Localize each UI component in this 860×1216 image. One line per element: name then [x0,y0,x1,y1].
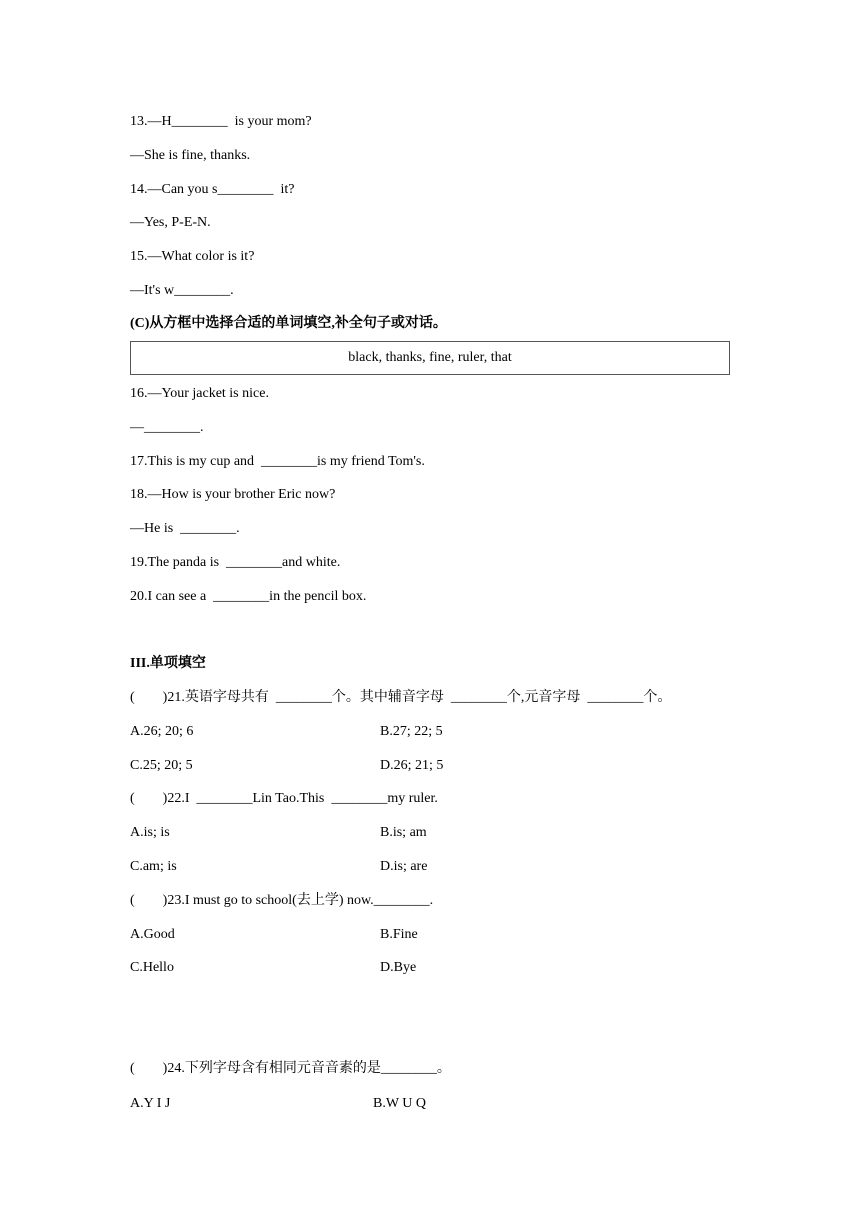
question-15-line: 15.—What color is it? [130,249,255,264]
question-14-line: 14.—Can you s________ it? [130,182,295,197]
question-18-answer-line: —He is ________. [130,521,240,536]
question-21-stem: ( )21.英语字母共有 ________个。其中辅音字母 ________个,元音字母 ________个。 [130,690,672,705]
question-20-line: 20.I can see a ________in the pencil box. [130,589,367,604]
question-21-option-d: D.26; 21; 5 [380,758,444,773]
question-24-option-b: B.W U Q [373,1096,427,1111]
question-14-answer-line: —Yes, P-E-N. [130,215,211,230]
question-24-stem: ( )24.下列字母含有相同元音音素的是________。 [130,1061,451,1076]
section-c-heading: (C)从方框中选择合适的单词填空,补全句子或对话。 [130,316,447,331]
question-24-option-a: A.Y I J [130,1096,171,1111]
question-19-line: 19.The panda is ________and white. [130,555,341,570]
question-23-option-d: D.Bye [380,960,417,975]
section-iii-heading: III.单项填空 [130,656,206,671]
question-23-option-c: C.Hello [130,960,174,975]
question-21-option-b: B.27; 22; 5 [380,724,443,739]
question-22-option-b: B.is; am [380,825,427,840]
question-22-option-c: C.am; is [130,859,177,874]
question-13-answer-line: —She is fine, thanks. [130,148,251,163]
question-23-option-a: A.Good [130,927,175,942]
question-16-answer-line: —________. [130,420,204,435]
word-box-text: black, thanks, fine, ruler, that [348,350,512,365]
question-16-line: 16.—Your jacket is nice. [130,386,269,401]
question-23-option-b: B.Fine [380,927,418,942]
question-17-line: 17.This is my cup and ________is my friend Tom's. [130,454,425,469]
word-box [130,341,730,375]
question-15-answer-line: —It's w________. [130,283,234,298]
question-22-stem: ( )22.I ________Lin Tao.This ________my ruler. [130,791,438,806]
question-21-option-c: C.25; 20; 5 [130,758,193,773]
question-22-option-a: A.is; is [130,825,170,840]
question-23-stem: ( )23.I must go to school(去上学) now.________. [130,893,434,908]
question-13-line: 13.—H________ is your mom? [130,114,312,129]
question-21-option-a: A.26; 20; 6 [130,724,194,739]
question-22-option-d: D.is; are [380,859,428,874]
question-18-line: 18.—How is your brother Eric now? [130,487,336,502]
